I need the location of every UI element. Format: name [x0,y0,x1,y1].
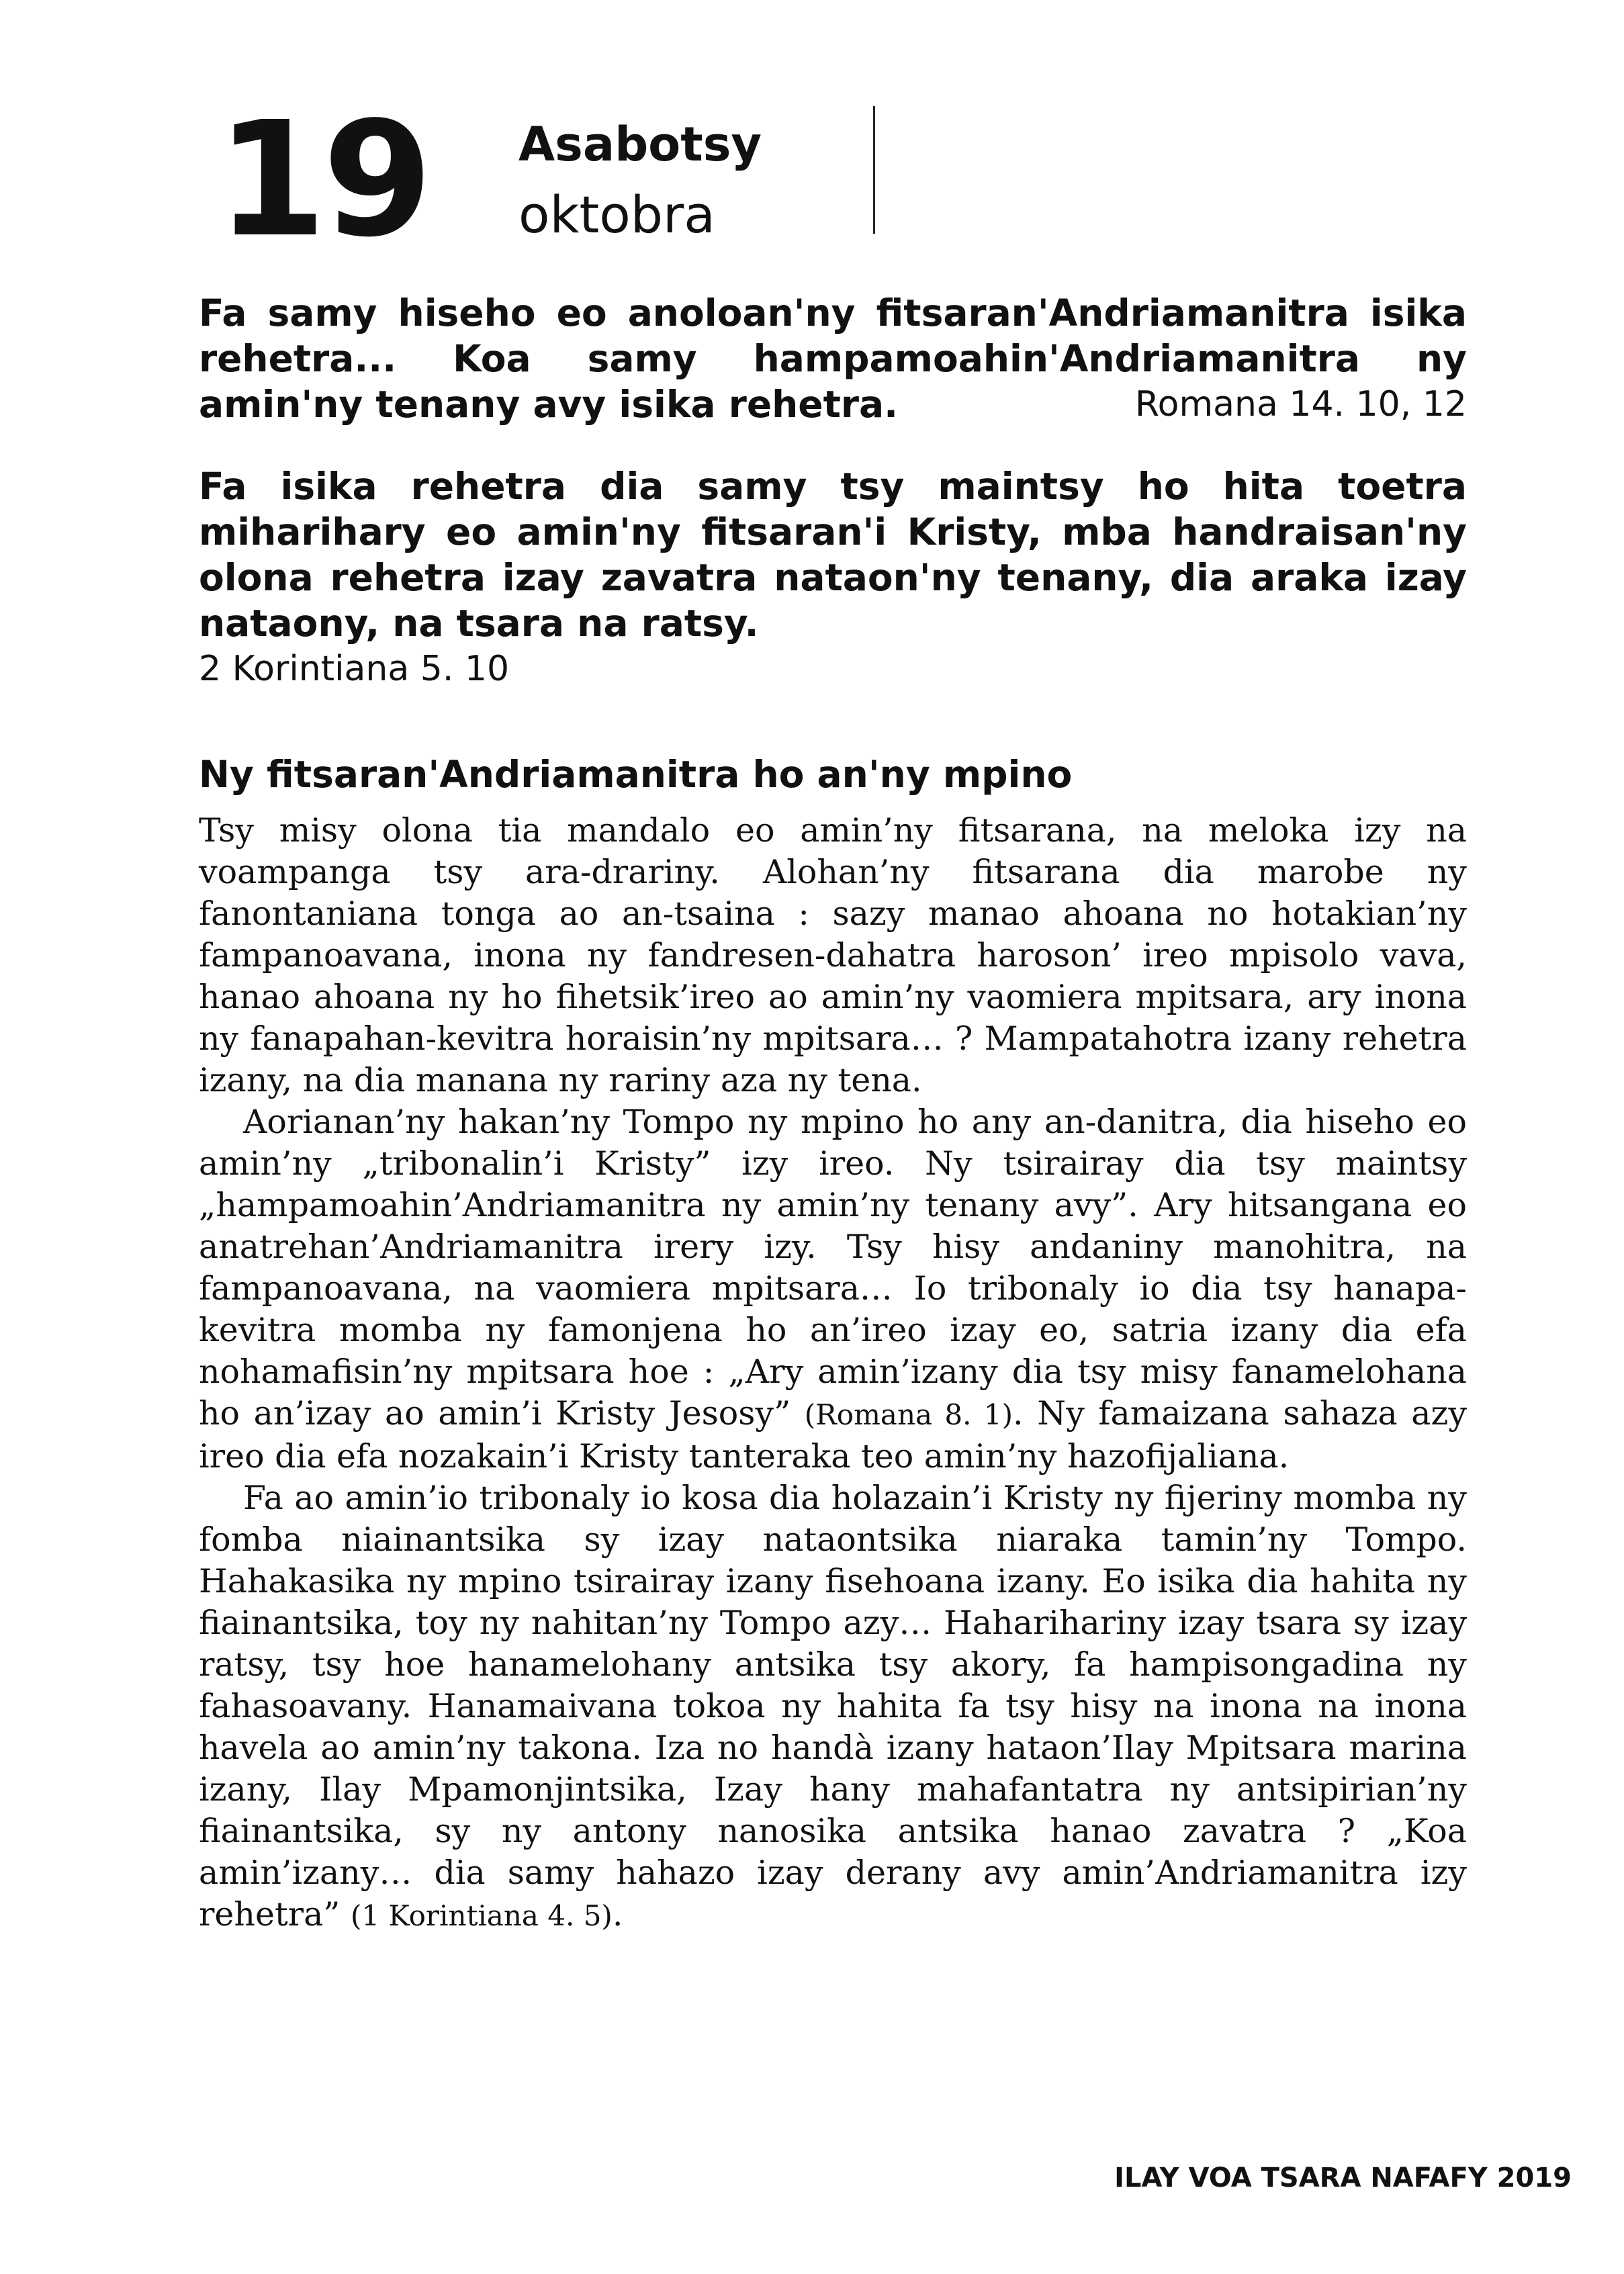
footer-title: ILAY VOA TSARA NAFAFY 2019 [1114,2163,1572,2193]
section-title: Ny fitsaran'Andriamanitra ho an'ny mpino [199,753,1073,796]
bible-reference: (1 Korintiana 4. 5) [350,1899,613,1932]
verse-block-1 [199,290,1467,427]
weekday: Asabotsy [518,117,762,172]
paragraph-2-text: Aorianan’ny hakan’ny Tompo ny mpino ho any an-danitra, dia hiseho eo amin’ny „tribonalin’i Kristy” izy ireo. Ny tsirairay dia tsy maintsy „hampamoahin’Andriamanitra ny amin’ny tenany avy”. Ary hitsangana eo anatrehan’Andriamanitra irery izy. Tsy hisy andaniny manohitra, na fampanoavana, na vaomiera mpitsara… Io tribonaly io dia tsy hanapa-kevitra momba ny famonjena ho an’ireo izay eo, satria izany dia efa nohamafisin’ny mpitsara hoe : „Ary amin’izany dia tsy misy fanamelohana ho an’izay ao amin’i Kristy Jesosy” [199,1103,1467,1432]
paragraph-2-text-end: . Ny famaizana sahaza azy ireo dia efa nozakain’i Kristy tanteraka teo amin’ny hazofijaliana. [199,1394,1468,1475]
paragraph-3 [199,1477,1467,1937]
verse-reference: Romana 14. 10, 12 [1134,384,1467,424]
verse-reference: 2 Korintiana 5. 10 [199,649,510,689]
paragraph-1: Tsy misy olona tia mandalo eo amin’ny fitsarana, na meloka izy na voampanga tsy ara-drariny. Alohan’ny fitsarana dia marobe ny fanontaniana tonga ao an-tsaina : sazy manao ahoana no hotakian’ny fampanoavana, inona ny fandresen-dahatra haroson’ ireo mpisolo vava, hanao ahoana ny ho fihetsik’ireo ao amin’ny vaomiera mpitsara, ary inona ny fanapahan-kevitra horaisin’ny mpitsara… ? Mampatahotra izany rehetra izany, na dia manana ny rariny aza ny tena. [199,811,1467,1099]
paragraph-3-text: Fa ao amin’io tribonaly io kosa dia holazain’i Kristy ny fijeriny momba ny fomba niainantsika sy izay nataontsika niaraka tamin’ny Tompo. Hahakasika ny mpino tsirairay izany fisehoana izany. Eo isika dia hahita ny fiainantsika, toy ny nahitan’ny Tompo azy… Haharihariny izay tsara sy izay ratsy, tsy hoe hanamelohany antsika tsy akory, fa hampisongadina ny fahasoavany. Hanamaivana tokoa ny hahita fa tsy hisy na inona na inona havela ao amin’ny takona. Iza no handà izany hataon’Ilay Mpitsara marina izany, Ilay Mpamonjintsika, Izay hany mahafantatra ny antsipirian’ny fiainantsika, sy ny antony nanosika antsika hanao zavatra ? „Koa amin’izany… dia samy hahazo izay derany avy amin’Andriamanitra izy rehetra” [199,1479,1467,1934]
header-divider [873,106,875,234]
paragraph-3-text-end: . [612,1895,623,1934]
month: oktobra [518,185,715,244]
bible-reference: (Romana 8. 1) [804,1398,1013,1431]
verse-text: Fa isika rehetra dia samy tsy maintsy ho hita toetra miharihary eo amin'ny fitsaran'i Kristy, mba handraisan'ny olona rehetra izay zavatra nataon'ny tenany, dia araka izay nataony, na tsara na ratsy. [199,465,1467,645]
body-text [199,810,1467,1937]
verse-block-2 [199,463,1467,692]
day-number: 19 [216,87,429,272]
verse-text: Fa samy hiseho eo anoloan'ny fitsaran'Andriamanitra isika rehetra... Koa samy hampamoahin'Andriamanitra ny amin'ny tenany avy isika rehetra. [199,291,1467,426]
paragraph-2 [199,1101,1467,1477]
